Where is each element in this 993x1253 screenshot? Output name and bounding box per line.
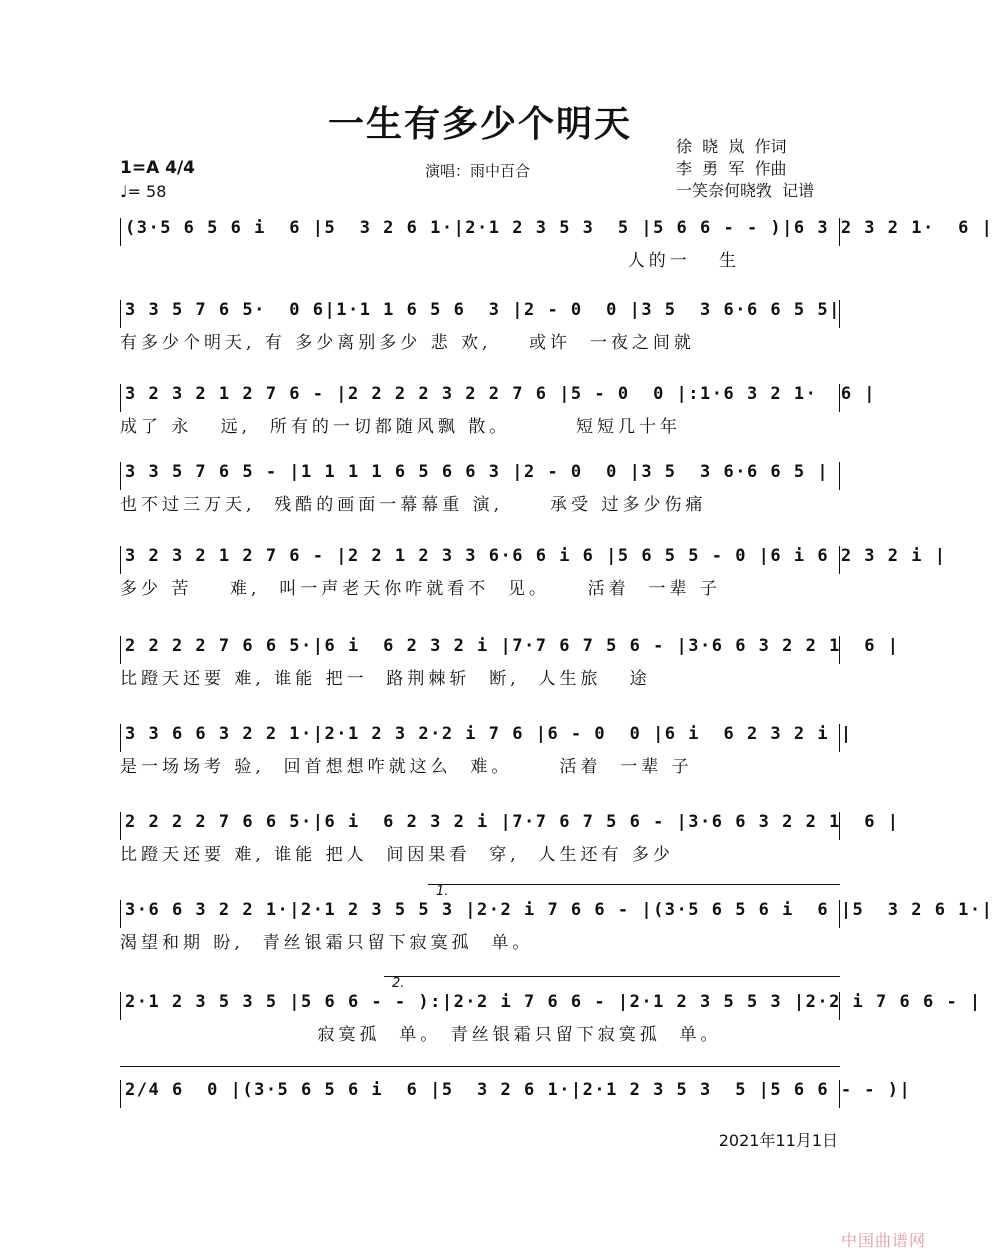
- date-stamp: 2021年11月1日: [718, 1131, 838, 1150]
- notation-line: 3 3 6 6 3 2 2 1·|2·1 2 3 2·2 i 7 6 |6 - 0 0 |6 i 6 2 3 2 i |: [120, 724, 840, 752]
- lyric-line: 有多少个明天, 有 多少离别多少 悲 欢, 或许 一夜之间就: [120, 333, 695, 353]
- lyric-line: 也不过三万天, 残酷的画面一幕幕重 演, 承受 过多少伤痛: [120, 495, 707, 515]
- notation-line: 3 3 5 7 6 5 - |1 1 1 1 6 5 6 6 3 |2 - 0 0 |3 5 3 6·6 6 5 |: [120, 462, 840, 490]
- song-title: 一生有多少个明天: [327, 104, 632, 145]
- volta-1-label: 1.: [436, 884, 449, 899]
- divider-line: [120, 1066, 840, 1067]
- notation-line: 2/4 6 0 |(3·5 6 5 6 i 6 |5 3 2 6 1·|2·1 2 3 5 3 5 |5 6 6 - - )|: [120, 1080, 840, 1108]
- lyric-line: 比蹬天还要 难, 谁能 把一 路荆棘斩 断, 人生旅 途: [120, 669, 651, 689]
- score-system: [120, 992, 982, 1046]
- score-system: [120, 812, 900, 866]
- score-system: [120, 724, 853, 778]
- volta-bracket: [384, 976, 840, 977]
- notation-line: 3 3 5 7 6 5· 0 6|1·1 1 6 5 6 3 |2 - 0 0 |3 5 3 6·6 6 5 5|: [120, 300, 840, 328]
- lyricist-credit: 徐 晓 岚 作词: [676, 137, 787, 156]
- notation-line: 3·6 6 3 2 2 1·|2·1 2 3 5 5 3 |2·2 i 7 6 6 - |(3·5 6 5 6 i 6 |5 3 2 6 1·|: [120, 900, 840, 928]
- tempo-marking: ♩= 58: [120, 182, 167, 201]
- credits-block: [676, 136, 814, 202]
- lyric-line: 是一场场考 验, 回首想想咋就这么 难。 活着 一辈 子: [120, 757, 693, 777]
- score-system: [120, 300, 840, 354]
- lyric-line: 成了 永 远, 所有的一切都随风飘 散。 短短几十年: [120, 417, 682, 437]
- notation-line: 3 2 3 2 1 2 7 6 - |2 2 1 2 3 3 6·6 6 i 6 |5 6 5 5 - 0 |6 i 6 2 3 2 i |: [120, 546, 840, 574]
- notation-line: 2 2 2 2 7 6 6 5·|6 i 6 2 3 2 i |7·7 6 7 5 6 - |3·6 6 3 2 2 1 6 |: [120, 812, 840, 840]
- watermark-logo: 中国曲谱网: [840, 1231, 926, 1250]
- lyric-line: 人的一 生: [120, 251, 741, 271]
- score-system: [120, 546, 947, 600]
- lyric-line: 多少 苦 难, 叫一声老天你咋就看不 见。 活着 一辈 子: [120, 579, 721, 599]
- composer-credit: 李 勇 军 作曲: [676, 159, 787, 178]
- score-system: [120, 462, 840, 516]
- volta-2-label: 2.: [392, 976, 405, 991]
- transcriber-credit: 一笑奈何晓敩 记谱: [676, 181, 815, 200]
- notation-line: 2·1 2 3 5 3 5 |5 6 6 - - ):|2·2 i 7 6 6 - |2·1 2 3 5 5 3 |2·2 i 7 6 6 - |: [120, 992, 840, 1020]
- score-system: [120, 636, 900, 690]
- score-system: [120, 900, 993, 954]
- singer-credit: 演唱：雨中百合: [425, 162, 531, 180]
- key-signature: 1=A 4/4: [120, 158, 196, 178]
- notation-line: (3·5 6 5 6 i 6 |5 3 2 6 1·|2·1 2 3 5 3 5 |5 6 6 - - )|6 3 2 3 2 1· 6 |: [120, 218, 840, 246]
- lyric-line: 比蹬天还要 难, 谁能 把人 间因果看 穿, 人生还有 多少: [120, 845, 674, 865]
- lyric-line: 寂寞孤 单。 青丝银霜只留下寂寞孤 单。: [120, 1025, 722, 1045]
- volta-bracket: [428, 884, 840, 885]
- score-system: [120, 384, 877, 438]
- score-system: [120, 218, 993, 272]
- notation-line: 3 2 3 2 1 2 7 6 - |2 2 2 2 3 2 2 7 6 |5 - 0 0 |:1·6 3 2 1· 6 |: [120, 384, 840, 412]
- score-system: [120, 1080, 912, 1108]
- notation-line: 2 2 2 2 7 6 6 5·|6 i 6 2 3 2 i |7·7 6 7 5 6 - |3·6 6 3 2 2 1 6 |: [120, 636, 840, 664]
- lyric-line: 渴望和期 盼, 青丝银霜只留下寂寞孤 单。: [120, 933, 534, 953]
